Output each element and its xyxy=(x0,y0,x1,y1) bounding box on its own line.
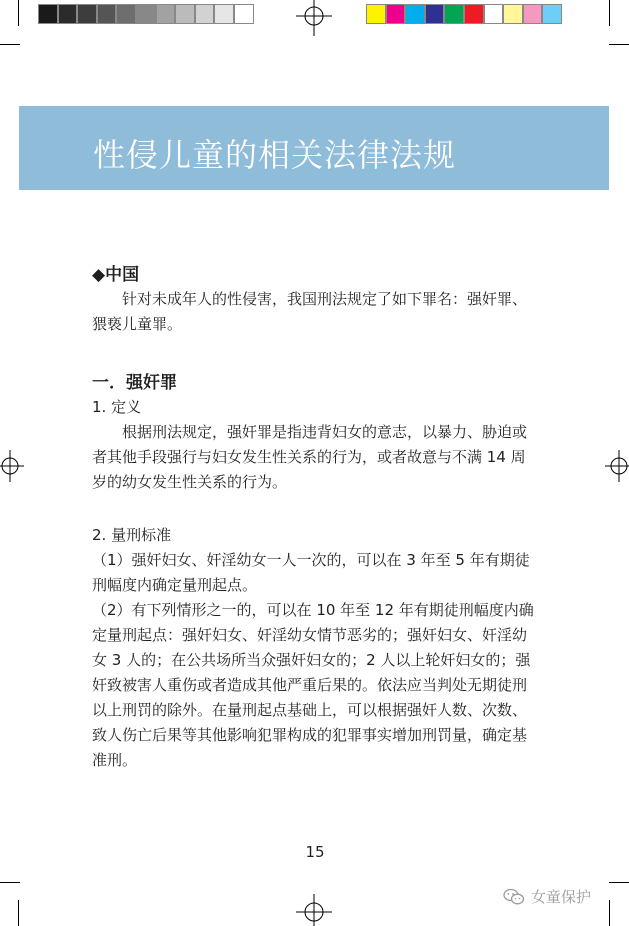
gray-color-bar xyxy=(38,4,254,24)
china-intro: 针对未成年人的性侵害，我国刑法规定了如下罪名：强奸罪、猥亵儿童罪。 xyxy=(92,290,528,333)
color-swatch xyxy=(464,4,484,24)
watermark xyxy=(503,886,591,907)
china-heading: ◆中国 xyxy=(92,265,140,285)
color-swatch xyxy=(234,4,254,24)
registration-mark-right xyxy=(605,446,629,486)
color-swatch xyxy=(366,4,386,24)
sentencing-label: 2. 量刑标准 xyxy=(92,526,172,544)
registration-mark-bottom xyxy=(294,890,334,926)
color-swatch xyxy=(425,4,445,24)
color-swatch xyxy=(405,4,425,24)
color-swatch xyxy=(484,4,504,24)
color-swatch xyxy=(523,4,543,24)
process-color-bar xyxy=(366,4,562,24)
main-content xyxy=(92,263,538,773)
sentencing-item-2: （2）有下列情形之一的，可以在 10 年至 12 年有期徒刑幅度内确定量刑起点：强奸妇女、奸淫幼女情节恶劣的；强奸妇女、奸淫幼女 3 人的；在公共场所当众强奸妇女的；2 人以上轮奸妇女的；强奸致被害人重伤或者造成其他严重后果的。依法应当判处无期徒刑以上刑罚的除外。在量刑起点基础上，可以根据强奸人数、次数、致人伤亡后果等其他影响犯罪构成的犯罪事实增加刑罚量，确定基准刑。 xyxy=(92,601,534,769)
crop-mark xyxy=(0,44,20,45)
color-swatch xyxy=(195,4,215,24)
color-swatch xyxy=(386,4,406,24)
crop-mark xyxy=(609,0,610,26)
crop-mark xyxy=(609,900,610,926)
page-title: 性侵儿童的相关法律法规 xyxy=(93,136,457,174)
definition-text: 根据刑法规定，强奸罪是指违背妇女的意志，以暴力、胁迫或者其他手段强行与妇女发生性关系的行为，或者故意与不满 14 周岁的幼女发生性关系的行为。 xyxy=(92,423,528,491)
color-swatch xyxy=(156,4,176,24)
color-swatch xyxy=(58,4,78,24)
sentencing-item-1: （1）强奸妇女、奸淫幼女一人一次的，可以在 3 年至 5 年有期徒刑幅度内确定量刑起点。 xyxy=(92,551,530,594)
color-swatch xyxy=(542,4,562,24)
registration-mark-top xyxy=(294,0,334,40)
crop-mark xyxy=(0,882,20,883)
crop-mark xyxy=(18,0,19,26)
title-banner xyxy=(19,106,609,190)
color-swatch xyxy=(116,4,136,24)
color-swatch xyxy=(444,4,464,24)
color-swatch xyxy=(136,4,156,24)
crop-mark xyxy=(18,900,19,926)
color-swatch xyxy=(97,4,117,24)
crop-mark xyxy=(609,882,629,883)
crop-mark xyxy=(609,44,629,45)
color-swatch xyxy=(175,4,195,24)
color-swatch xyxy=(38,4,58,24)
watermark-text: 女童保护 xyxy=(531,888,592,906)
definition-label: 1. 定义 xyxy=(92,398,142,416)
registration-mark-left xyxy=(0,446,24,486)
rape-heading: 一．强奸罪 xyxy=(92,373,177,393)
wechat-icon xyxy=(503,888,525,906)
color-swatch xyxy=(214,4,234,24)
color-swatch xyxy=(503,4,523,24)
page-number: 15 xyxy=(305,843,325,861)
color-swatch xyxy=(77,4,97,24)
